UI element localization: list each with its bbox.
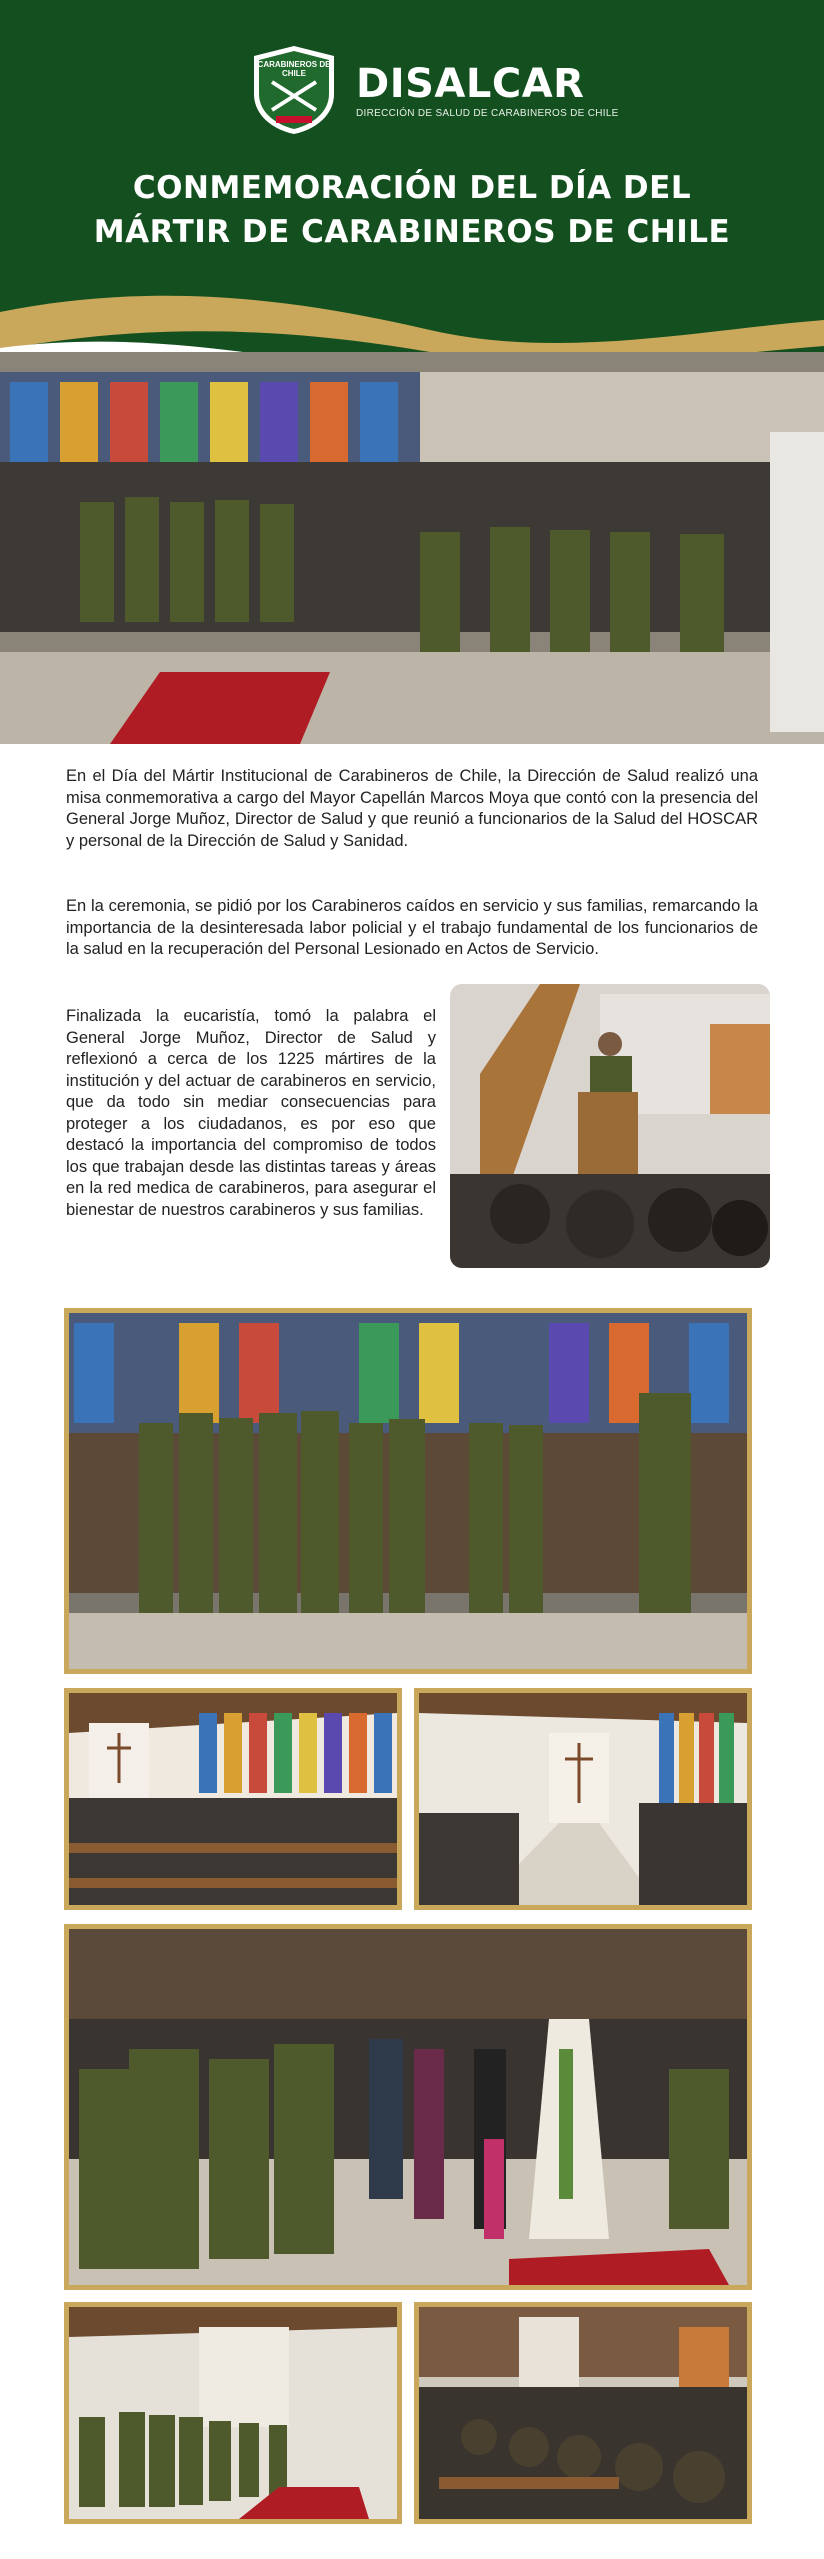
logo — [250, 44, 619, 136]
brand-name: DISALCAR — [356, 60, 585, 107]
page-title — [0, 166, 824, 254]
gallery-photo-pews — [414, 2302, 752, 2524]
brand — [356, 62, 619, 119]
speaker-photo — [450, 984, 770, 1268]
article-paragraph-2: En la ceremonia, se pidió por los Carabineros caídos en servicio y sus familias, remarcando la importancia de la desinteresada labor policial y el trabajo fundamental de los funcionarios de la salud en la recuperación del Personal Lesionado en Actos de Servicio. — [66, 897, 758, 958]
gallery-photo-congregation — [64, 1924, 752, 2290]
title-line-2: MÁRTIR DE CARABINEROS DE CHILE — [93, 214, 731, 250]
hero-photo — [0, 352, 824, 744]
badge-text: CARABINEROS DE CHILE — [257, 60, 331, 78]
carabineros-shield-icon — [250, 44, 338, 136]
gallery-photo-nave-left — [64, 1688, 402, 1910]
gallery-photo-nave-right — [414, 1688, 752, 1910]
gallery-photo-officers — [64, 1308, 752, 1674]
brand-subtitle: DIRECCIÓN DE SALUD DE CARABINEROS DE CHILE — [356, 107, 619, 119]
article-paragraph-1: En el Día del Mártir Institucional de Carabineros de Chile, la Dirección de Salud realizó una misa conmemorativa a cargo del Mayor Capellán Marcos Moya que contó con la presencia del General Jorge Muñoz, Director de Salud y que reunió a funcionarios de la Salud del HOSCAR y personal de la Dirección de Salud y Sanidad. — [66, 767, 758, 850]
article-paragraph-3: Finalizada la eucaristía, tomó la palabra el General Jorge Muñoz, Director de Salud y reflexionó a cerca de los 1225 mártires de la institución y del actuar de carabineros en servicio, que da todo sin mediar consecuencias para proteger a los ciudadanos, es por eso que destacó la importancia del compromiso de todos los que trabajan desde las distintas tareas y áreas en la red medica de carabineros, para asegurar el bienestar de nuestros carabineros y sus familias. — [66, 1007, 436, 1219]
gallery-photo-aisle — [64, 2302, 402, 2524]
title-line-1: CONMEMORACIÓN DEL DÍA DEL — [132, 170, 692, 206]
